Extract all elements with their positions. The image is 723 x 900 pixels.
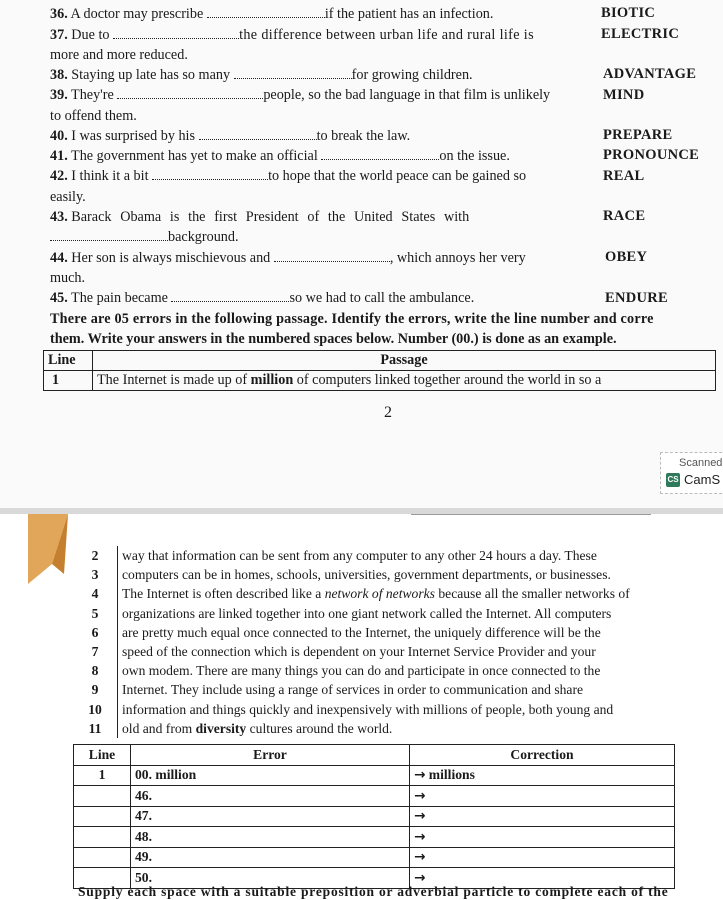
scanner-label: Scanned — [679, 457, 723, 469]
passage-line: computers can be in homes, schools, universities, government departments, or businesses. — [122, 567, 611, 583]
table-row — [73, 680, 697, 699]
question-text: Barack Obama is the first President of the United States with — [71, 209, 470, 225]
answer-blank[interactable] — [113, 27, 239, 39]
answer-correction-cell[interactable] — [410, 786, 675, 807]
answer-correction-cell — [410, 765, 675, 786]
keyword-39: MIND — [603, 87, 645, 103]
answer-row — [74, 806, 675, 827]
passage-text: cultures around the world. — [246, 720, 393, 736]
answer-error-cell[interactable]: 46. — [131, 786, 410, 807]
question-37 — [50, 27, 534, 44]
question-text: The government has yet to make an official — [71, 148, 318, 164]
line-number: 10 — [73, 700, 118, 719]
arrow-icon: → — [414, 808, 426, 825]
answer-correction-cell[interactable] — [410, 806, 675, 827]
answer-error-cell[interactable]: 49. — [131, 847, 410, 868]
answer-error-cell[interactable]: 47. — [131, 806, 410, 827]
question-text: to break the law. — [316, 128, 411, 144]
page-number: 2 — [384, 404, 392, 421]
answer-blank[interactable] — [207, 6, 325, 18]
question-45 — [50, 290, 474, 307]
answer-line-cell[interactable] — [74, 827, 131, 848]
scanner-watermark — [660, 452, 723, 494]
question-text: A doctor may prescribe — [70, 6, 204, 22]
keyword-38: ADVANTAGE — [603, 66, 697, 82]
arrow-icon: → — [414, 787, 426, 804]
answer-line-cell: 1 — [74, 765, 131, 786]
passage-text: The Internet is made up of — [97, 372, 251, 388]
question-number: 43. — [50, 209, 68, 225]
question-number: 36. — [50, 6, 68, 22]
correction-header: Correction — [410, 745, 675, 766]
question-38 — [50, 67, 473, 84]
instructions-line-2: them. Write your answers in the numbered spaces below. Number (00.) is done as an example. — [50, 331, 617, 347]
italic-phrase: network of networks — [324, 586, 435, 602]
passage-line: speed of the connection which is dependent on your Internet Service Provider and your — [122, 644, 596, 660]
question-continuation: to offend them. — [50, 108, 137, 124]
question-44 — [50, 250, 526, 267]
passage-line: way that information can be sent from any computer to any other 24 hours a day. These — [122, 548, 597, 564]
answer-blank[interactable] — [274, 250, 390, 262]
question-text: for growing children. — [351, 67, 473, 83]
answer-error-cell: 00. million — [131, 765, 410, 786]
question-text: Staying up late has so many — [71, 67, 231, 83]
question-text: to hope that the world peace can be gained so — [268, 168, 527, 184]
answer-blank[interactable] — [234, 67, 352, 79]
arrow-icon: → — [414, 869, 426, 886]
question-text: Her son is always mischievous and — [71, 250, 271, 266]
passage-text: of computers linked together around the world in so a — [293, 372, 602, 388]
answer-row — [74, 765, 675, 786]
question-number: 40. — [50, 128, 68, 144]
question-43-continuation — [50, 229, 239, 246]
passage-line: Internet. They include using a range of services in order to communication and share — [122, 682, 584, 698]
question-number: 39. — [50, 87, 68, 103]
line-number: 4 — [73, 584, 118, 603]
question-text: background. — [168, 229, 239, 245]
answer-row — [74, 827, 675, 848]
table-row — [73, 700, 697, 719]
question-text: I think it a bit — [71, 168, 149, 184]
passage-text: because all the smaller networks of — [434, 586, 630, 602]
question-41 — [50, 148, 510, 165]
question-text: if the patient has an infection. — [324, 6, 494, 22]
table-row — [73, 546, 697, 565]
question-40 — [50, 128, 410, 145]
keyword-44: OBEY — [605, 249, 648, 265]
line-header: Line — [74, 745, 131, 766]
line-number: 5 — [73, 604, 118, 623]
page-fold-corner — [28, 514, 68, 584]
line-number: 1 — [44, 371, 93, 391]
question-42 — [50, 168, 526, 185]
passage-text: The Internet is often described like a — [122, 586, 325, 602]
answer-row — [74, 847, 675, 868]
passage-line — [93, 371, 716, 391]
question-text: on the issue. — [439, 148, 510, 164]
question-39 — [50, 87, 550, 104]
line-number: 8 — [73, 661, 118, 680]
question-number: 45. — [50, 290, 68, 306]
table-row — [73, 565, 697, 584]
answer-error-cell[interactable]: 50. — [131, 868, 410, 889]
question-text: , which annoys her very — [389, 250, 526, 266]
error-header: Error — [131, 745, 410, 766]
question-43 — [50, 209, 469, 226]
passage-line — [118, 584, 698, 603]
passage-line: information and things quickly and inexpensively with millions of people, both young and — [122, 701, 614, 717]
passage-line: are pretty much equal once connected to the Internet, the uniquely difference will be the — [122, 624, 601, 640]
keyword-45: ENDURE — [605, 290, 669, 306]
keyword-36: BIOTIC — [601, 5, 656, 21]
question-text: They're — [71, 87, 114, 103]
table-row — [73, 661, 697, 680]
passage-table-top — [43, 350, 716, 391]
answer-line-cell[interactable] — [74, 786, 131, 807]
line-number: 9 — [73, 680, 118, 699]
camscanner-logo-icon: CS — [666, 473, 680, 487]
answer-table — [73, 744, 675, 889]
question-text: people, so the bad language in that film is unlikely — [263, 87, 551, 103]
arrow-icon: → — [414, 849, 426, 866]
question-continuation: more and more reduced. — [50, 47, 188, 63]
table-row — [73, 719, 697, 738]
answer-blank[interactable] — [50, 229, 168, 241]
question-text: I was surprised by his — [71, 128, 196, 144]
question-continuation: much. — [50, 270, 86, 286]
line-number: 7 — [73, 642, 118, 661]
question-text: the difference between urban life and rural life is — [239, 27, 534, 43]
passage-text: old and from — [122, 720, 196, 736]
line-number: 6 — [73, 623, 118, 642]
correction-text: millions — [428, 767, 475, 783]
answer-header-row — [74, 745, 675, 766]
arrow-icon: → — [414, 828, 426, 845]
question-36 — [50, 6, 493, 23]
answer-blank[interactable] — [171, 290, 289, 302]
line-number: 3 — [73, 565, 118, 584]
table-row — [73, 604, 697, 623]
answer-blank[interactable] — [152, 168, 268, 180]
question-number: 44. — [50, 250, 68, 266]
passage-line — [118, 719, 698, 738]
answer-blank[interactable] — [117, 87, 263, 99]
error-word: million — [250, 372, 294, 388]
question-continuation: easily. — [50, 189, 86, 205]
question-number: 42. — [50, 168, 68, 184]
scanner-brand: CamS — [684, 472, 721, 487]
line-number: 2 — [73, 546, 118, 565]
arrow-icon: → — [414, 767, 426, 784]
question-text: so we had to call the ambulance. — [289, 290, 475, 306]
passage-line: own modem. There are many things you can do and participate in once connected to the — [122, 663, 601, 679]
keyword-42: REAL — [603, 168, 645, 184]
table-row — [73, 642, 697, 661]
passage-header: Passage — [93, 351, 716, 371]
line-number: 11 — [73, 719, 118, 738]
question-number: 38. — [50, 67, 68, 83]
keyword-43: RACE — [603, 208, 646, 224]
keyword-40: PREPARE — [603, 127, 673, 143]
question-text: Due to — [71, 27, 110, 43]
table-row — [73, 584, 697, 603]
answer-line-cell[interactable] — [74, 847, 131, 868]
keyword-37: ELECTRIC — [601, 26, 680, 42]
answer-blank[interactable] — [321, 148, 439, 160]
line-header: Line — [44, 351, 93, 371]
instructions-line-1: There are 05 errors in the following passage. Identify the errors, write the line number and corre — [50, 311, 654, 327]
passage-table — [73, 546, 697, 738]
table-row — [73, 623, 697, 642]
next-section-instruction: Supply each space with a suitable preposition or adverbial particle to complete each of the — [78, 884, 669, 899]
answer-row — [74, 786, 675, 807]
answer-blank[interactable] — [199, 128, 317, 140]
question-text: The pain became — [71, 290, 168, 306]
answer-correction-cell[interactable] — [410, 847, 675, 868]
answer-correction-cell[interactable] — [410, 827, 675, 848]
error-word: diversity — [195, 720, 247, 736]
scan-edge-line — [411, 514, 651, 515]
passage-line: organizations are linked together into one giant network called the Internet. All computers — [122, 605, 612, 621]
keyword-41: PRONOUNCE — [603, 147, 700, 163]
question-number: 37. — [50, 27, 68, 43]
answer-line-cell[interactable] — [74, 806, 131, 827]
answer-error-cell[interactable]: 48. — [131, 827, 410, 848]
question-number: 41. — [50, 148, 68, 164]
